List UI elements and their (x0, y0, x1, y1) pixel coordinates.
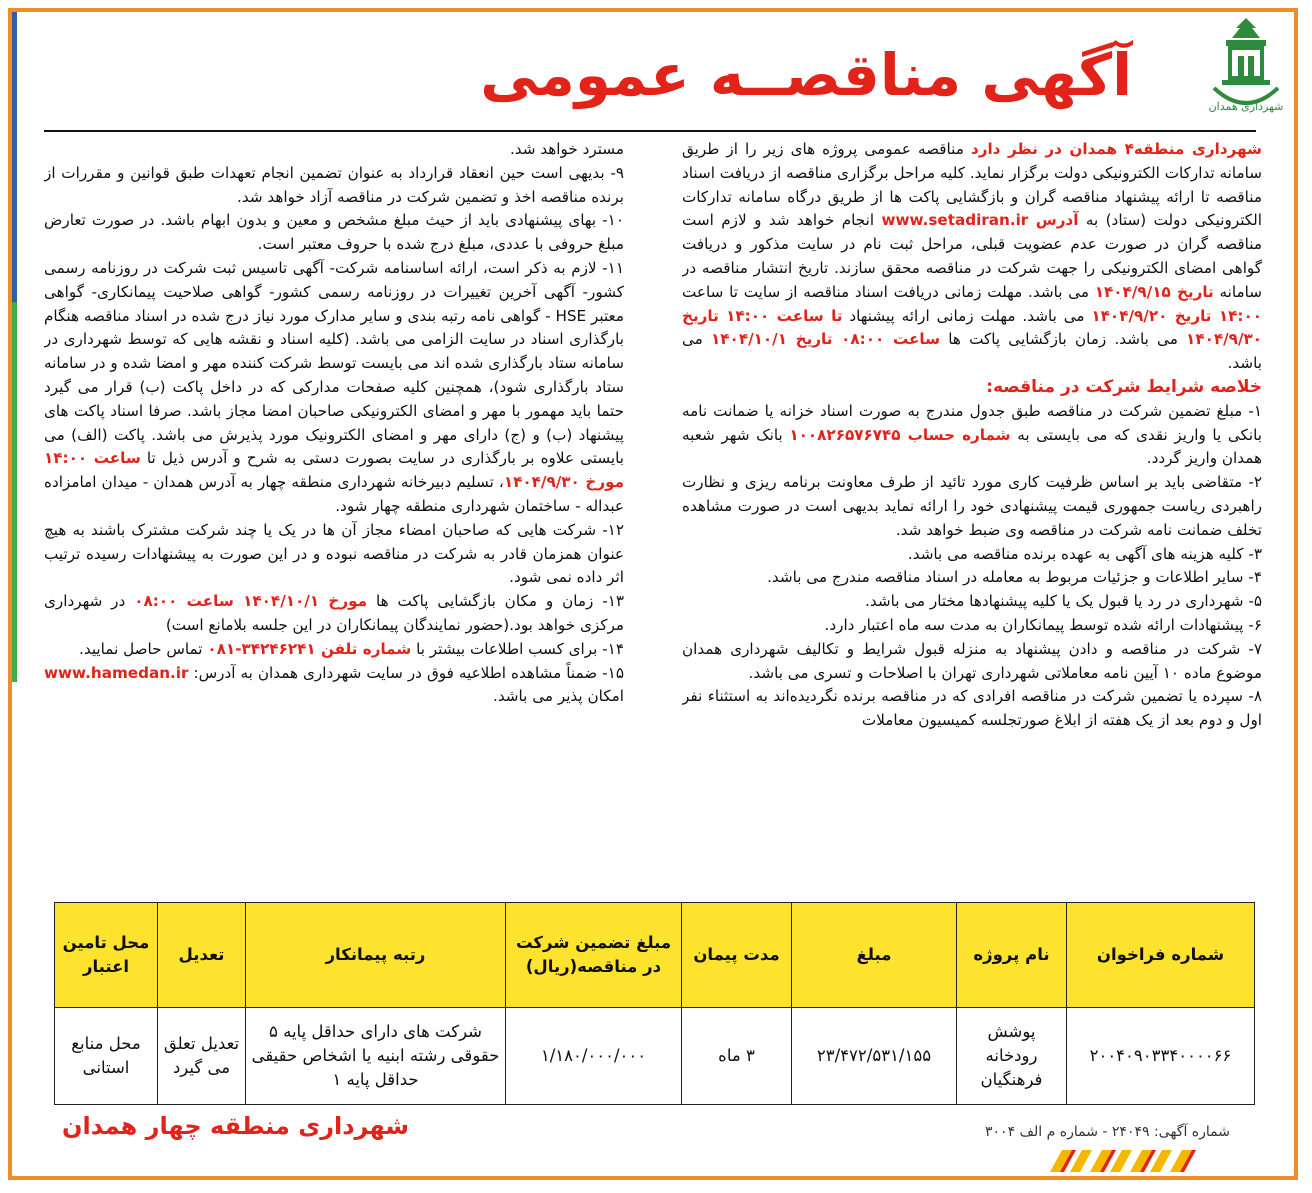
table-header-cell: مبلغ (792, 903, 957, 1008)
signature: شهرداری منطقه چهار همدان (62, 1112, 409, 1140)
condition-item-14-text-b: تماس حاصل نمایید. (79, 639, 203, 658)
municipality-emblem-icon (1204, 14, 1288, 118)
table-header-cell: محل تامین اعتبار (55, 903, 158, 1008)
divider-top (44, 130, 1256, 132)
intro-text-1: مناقصه عمومی پروژه های زیر را از طریق سامانه تدارکات الکترونیکی دولت برگزار نماید. کلیه مراحل برگزاری مناقصه از دریافت اسناد مناقصه تا ارائه پیشنهاد مناقصه گران و بازگشایی پاکت ها از طریق درگاه سامانه تدارکات الکترونیکی دولت (ستاد) به (682, 140, 1262, 230)
condition-item-15 (44, 662, 624, 710)
intro-text-4: می باشد. مهلت زمانی ارائه پیشنهاد (849, 306, 1085, 325)
condition-item-11 (44, 257, 624, 519)
intro-text-5: می باشد. زمان بازگشایی پاکت ها (948, 330, 1178, 349)
intro-highlight: شهرداری منطقه۴ همدان در نظر دارد (970, 140, 1262, 158)
opening-date: مورخ ۱۴۰۴/۱۰/۱ ساعت ۰۸:۰۰ (134, 592, 368, 611)
table-cell: ۱/۱۸۰/۰۰۰/۰۰۰ (506, 1008, 682, 1105)
condition-item-3: ۳- کلیه هزینه های آگهی به عهده برنده مناقصه می باشد. (907, 544, 1262, 563)
condition-item-5: ۵- شهرداری در رد یا قبول یک یا کلیه پیشنهادها مختار می باشد. (865, 592, 1262, 611)
table-header-cell: شماره فراخوان (1067, 903, 1255, 1008)
table-header-cell: رتبه پیمانکار (246, 903, 506, 1008)
condition-item-14-text: ۱۴- برای کسب اطلاعات بیشتر با (416, 639, 624, 658)
intro-paragraph (682, 138, 1262, 376)
intro-text-2: انجام خواهد شد و لازم است مناقصه گران در صورت عدم عضویت قبلی، مراحل ثبت نام در سایت مذکور و دریافت گواهی امضای الکترونیکی را جهت شرکت در مناقصه محقق سازند. تاریخ انتشار مناقصه در سامانه (682, 211, 1262, 301)
offer-deadline: تا ساعت ۱۴:۰۰ تاریخ ۱۴۰۴/۹/۳۰ (682, 306, 1262, 349)
condition-item-1 (682, 400, 1262, 471)
continuation-text: مسترد خواهد شد. (509, 140, 624, 158)
condition-item-1-text: ۱- مبلغ تضمین شرکت در مناقصه طبق جدول مندرج به صورت اسناد خزانه یا ضمانت نامه بانکی یا واریز نقدی که می بایستی به (682, 401, 1262, 444)
condition-item-6: ۶- پیشنهادات ارائه شده توسط پیمانکاران به مدت سه ماه اعتبار دارد. (824, 615, 1262, 634)
account-number: شماره حساب ۱۰۰۸۲۶۵۷۶۷۴۵ (789, 425, 1011, 444)
table-header-cell: تعدیل (158, 903, 246, 1008)
table-cell: پوشش رودخانه فرهنگیان (957, 1008, 1067, 1105)
decorative-stripes-icon (1050, 1150, 1200, 1172)
section-title: خلاصه شرایط شرکت در مناقصه: (986, 376, 1262, 397)
opening-time: ساعت ۰۸:۰۰ تاریخ ۱۴۰۴/۱۰/۱ (711, 330, 941, 349)
condition-item-13 (44, 590, 624, 638)
phone-number: شماره تلفن ۳۴۲۴۶۲۴۱-۰۸۱ (207, 639, 412, 658)
hamedan-link[interactable]: www.hamedan.ir (44, 663, 189, 682)
page-title: آگهی مناقصــه عمومی (480, 41, 1132, 109)
table-cell: محل منابع استانی (55, 1008, 158, 1105)
right-column (682, 138, 1262, 896)
logo-caption: شهرداری همدان (1208, 100, 1284, 113)
condition-item-2: ۲- متقاضی باید بر اساس ظرفیت کاری مورد تائید از طرف معاونت برنامه ریزی و نظارت راهبردی ریاست جمهوری قیمت پیشنهادی خود را ارائه نماید بدیهی است در صورت مشاهده تخلف ضمانت نامه شرکت در مناقصه وی ضبط خواهد شد. (682, 473, 1262, 539)
intro-text-3: می باشد. مهلت زمانی دریافت اسناد مناقصه از سایت تا ساعت (682, 282, 1089, 301)
table-header-cell: مدت پیمان (682, 903, 792, 1008)
condition-item-11-text-b: ، تسلیم دبیرخانه شهرداری منطقه چهار به آدرس همدان - میدان امامزاده عبداله - ساختمان شهرداری منطقه چهار شود. (44, 473, 624, 515)
condition-item-1-text-b: بانک شهر شعبه همدان واریز گردد. (682, 425, 1262, 468)
table-cell: ۳ ماه (682, 1008, 792, 1105)
left-column (44, 138, 624, 896)
table-cell: ۲۳/۴۷۲/۵۳۱/۱۵۵ (792, 1008, 957, 1105)
address-label: آدرس (1035, 211, 1079, 230)
condition-item-9: ۹- بدیهی است حین انعقاد قرارداد به عنوان تضمین انجام تعهدات طبق قوانین و مقررات از برنده مناقصه اخذ و تضمین شرکت در مناقصه آزاد خواهد شد. (44, 163, 624, 206)
table-header-cell: نام پروژه (957, 903, 1067, 1008)
tender-table (54, 902, 1255, 1105)
condition-item-7: ۷- شرکت در مناقصه و دادن پیشنهاد به منزله قبول شرایط و تکالیف شهرداری همدان موضوع ماده ۱۰ آیین نامه معاملاتی شهرداری تهران با اصلاحات و تسری می باشد. (682, 639, 1262, 682)
condition-item-4: ۴- سایر اطلاعات و جزئیات مربوط به معامله در اسناد مناقصه مندرج می باشد. (767, 568, 1262, 587)
intro-text-6: می باشد. (682, 330, 1262, 373)
publish-date: تاریخ ۱۴۰۴/۹/۱۵ (1094, 282, 1214, 301)
table-cell: تعدیل تعلق می گیرد (158, 1008, 246, 1105)
setad-link[interactable]: www.setadiran.ir (881, 211, 1029, 230)
table-header-cell: مبلغ تضمین شرکت در مناقصه(ریال) (506, 903, 682, 1008)
condition-item-10: ۱۰- بهای پیشنهادی باید از حیث مبلغ مشخص و معین و بدون ابهام باشد. در صورت تعارض مبلغ حروفی با عددی، مبلغ درج شده با حروف معتبر است. (44, 211, 624, 254)
condition-item-15-text-b: امکان پذیر می باشد. (493, 687, 624, 706)
ad-number: شماره آگهی: ۲۴۰۴۹ - شماره م الف ۳۰۰۴ (985, 1124, 1230, 1140)
document-deadline: ۱۴:۰۰ تاریخ ۱۴۰۴/۹/۲۰ (1091, 306, 1262, 325)
condition-item-11-text: ۱۱- لازم به ذکر است، ارائه اساسنامه شرکت- آگهی تاسیس ثبت شرکت در روزنامه رسمی کشور- آگهی آخرین تغییرات در روزنامه رسمی کشور- گواهی صلاحیت پیمانکاری- گواهی معتبر HSE - گواهی نامه رتبه بندی و سایر مدارک مورد نیاز درج شده در اسناد مناقصه هنگام بارگذاری اسناد در سایت الزامی می باشد. (کلیه اسناد و نقشه هایی که توسط شهرداری در سامانه ستاد بارگذاری شده اند می بایست توسط شرکت کننده مهر و امضا شده و در سامانه ستاد بارگذاری شود)، همچنین کلیه صفحات مدارکی که در داخل پاکت (ب) قرار می گیرد حتما باید مهمور با مهر و امضای الکترونیکی صاحبان امضا مجاز باشد. صرفا اسناد پاکت های پیشنهاد (ب) و (ج) دارای مهر و امضای الکترونیک مورد پذیرش می باشد. پاکت (الف) می بایستی علاوه بر بارگذاری در سایت بصورت دستی به شرح و آدرس ذیل تا (44, 258, 624, 468)
condition-item-12: ۱۲- شرکت هایی که صاحبان امضاء مجاز آن ها در یک یا چند شرکت مشترک باشند به هیچ عنوان همزمان قادر به شرکت در مناقصه نبوده و در این صورت به پیشنهادات رسیده ترتیب اثر داده نمی شود. (44, 520, 624, 587)
side-bar-green (12, 302, 17, 682)
condition-item-8: ۸- سپرده یا تضمین شرکت در مناقصه افرادی که در مناقصه برنده نگردیده‌اند به استثناء نفر اول و دوم بعد از یک هفته از ابلاغ صورتجلسه کمیسیون معاملات (682, 687, 1262, 730)
condition-item-13-text: ۱۳- زمان و مکان بازگشایی پاکت ها (375, 592, 624, 611)
condition-item-13-text-b: در شهرداری مرکزی خواهد بود.(حضور نمایندگان پیمانکاران در این جلسه بلامانع است) (44, 592, 624, 634)
table-cell: ۲۰۰۴۰۹۰۳۳۴۰۰۰۰۶۶ (1067, 1008, 1255, 1105)
envelope-deadline: ساعت ۱۴:۰۰ مورخ ۱۴۰۴/۹/۳۰ (44, 449, 624, 492)
table-row (55, 1008, 1255, 1105)
table-header-row (55, 903, 1255, 1008)
condition-item-15-text: ۱۵- ضمناً مشاهده اطلاعیه فوق در سایت شهرداری همدان به آدرس: (193, 663, 624, 682)
table-cell: شرکت های دارای حداقل پایه ۵ حقوقی رشته ابنیه یا اشخاص حقیقی حداقل پایه ۱ (246, 1008, 506, 1105)
side-bar-blue (12, 12, 17, 302)
condition-item-14 (44, 638, 624, 662)
